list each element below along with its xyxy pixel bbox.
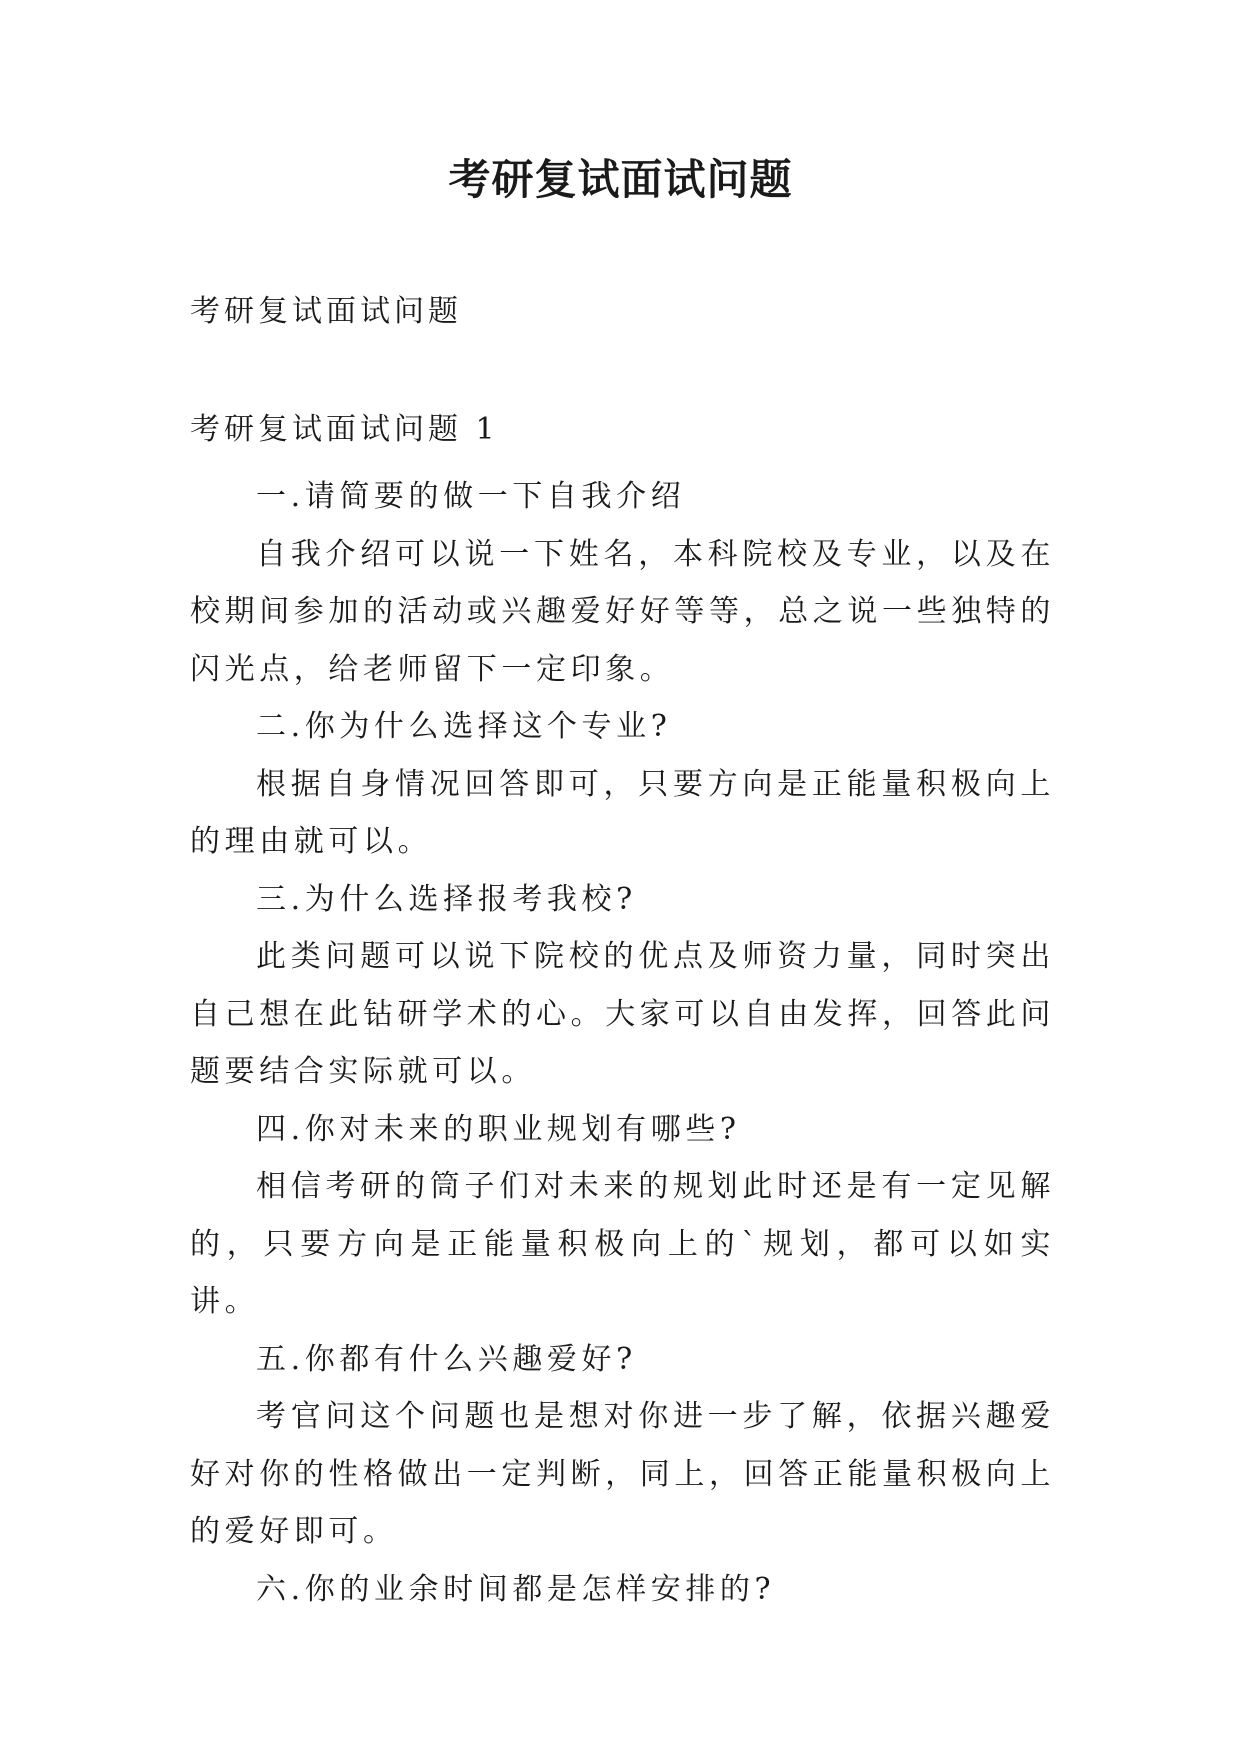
question-heading-5: 五.你都有什么兴趣爱好? (256, 1341, 637, 1377)
question-heading-3: 三.为什么选择报考我校? (256, 881, 637, 917)
document-subtitle: 考研复试面试问题 (190, 294, 462, 329)
question-heading-1: 一.请简要的做一下自我介绍 (256, 479, 686, 514)
answer-paragraph-1: 自我介绍可以说一下姓名，本科院校及专业，以及在校期间参加的活动或兴趣爱好好等等，总之说一些独特的闪光点，给老师留下一定印象。 (190, 536, 1055, 687)
answer-paragraph-5: 考官问这个问题也是想对你进一步了解，依据兴趣爱好对你的性格做出一定判断，同上，回答正能量积极向上的爱好即可。 (190, 1399, 1055, 1549)
answer-paragraph-2: 根据自身情况回答即可，只要方向是正能量积极向上的理由就可以。 (190, 766, 1055, 859)
question-heading-4: 四.你对未来的职业规划有哪些? (256, 1111, 741, 1147)
question-heading-2: 二.你为什么选择这个专业? (256, 709, 672, 744)
section-heading: 考研复试面试问题 1 (190, 412, 499, 447)
document-body (190, 468, 1055, 1618)
answer-paragraph-4: 相信考研的筒子们对未来的规划此时还是有一定见解的，只要方向是正能量积极向上的`规划，都可以如实讲。 (190, 1169, 1055, 1319)
document-title: 考研复试面试问题 (448, 155, 793, 204)
answer-paragraph-3: 此类问题可以说下院校的优点及师资力量，同时突出自己想在此钻研学术的心。大家可以自由发挥，回答此问题要结合实际就可以。 (190, 939, 1055, 1089)
question-heading-6: 六.你的业余时间都是怎样安排的? (256, 1571, 776, 1607)
